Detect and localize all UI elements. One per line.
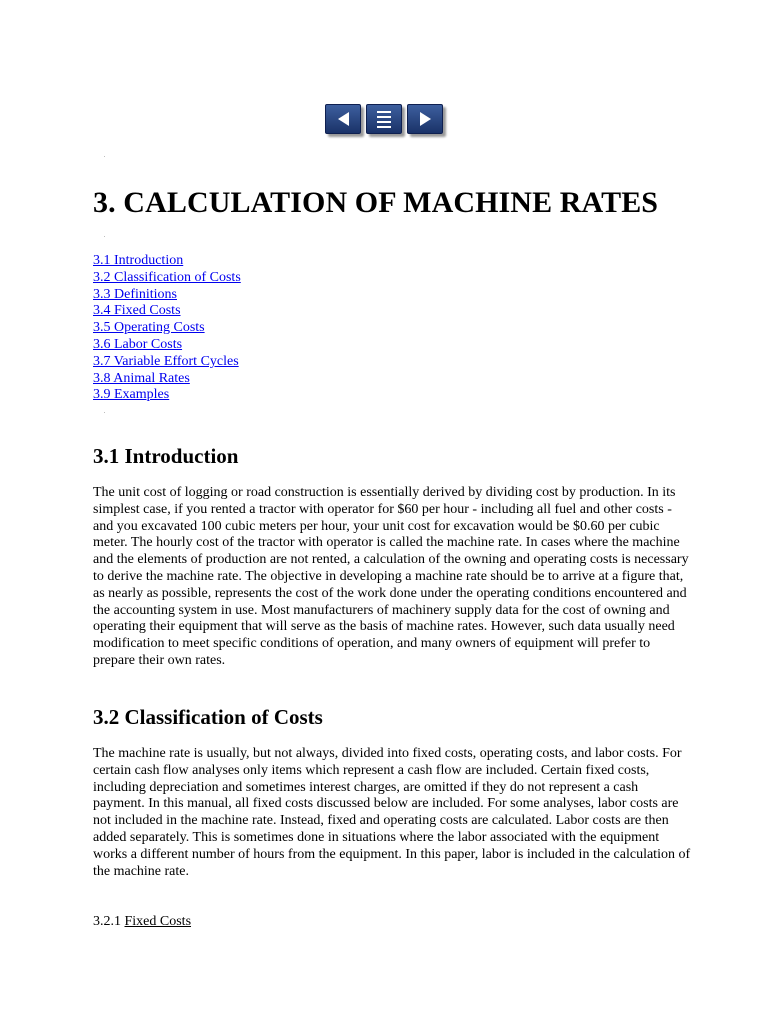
toc-link-examples[interactable]: 3.9 Examples bbox=[93, 387, 170, 403]
list-item bbox=[93, 387, 241, 404]
section-heading-classification: 3.2 Classification of Costs bbox=[93, 705, 323, 729]
section-heading-introduction: 3.1 Introduction bbox=[93, 444, 239, 468]
list-item bbox=[93, 253, 241, 270]
classification-paragraph: The machine rate is usually, but not always, divided into fixed costs, operating costs, and labor costs. For certain cash flow analyses only items which represent a cash flow are included. Certain fixed costs, including depreciation and sometimes interest charges, are omitted if they do not represent a cash payment. In this manual, all fixed costs discussed below are included. For some analyses, labor costs are not included in the machine rate. Instead, fixed and operating costs are calculated. Labor costs are then added separately. This is sometimes done in situations where the labor associated with the equipment works a different number of hours from the equipment. In this paper, labor is included in the calculation of the machine rate. bbox=[93, 746, 691, 879]
toc-link-operating-costs[interactable]: 3.5 Operating Costs bbox=[93, 320, 205, 336]
toc-link-labor-costs[interactable]: 3.6 Labor Costs bbox=[93, 336, 183, 352]
subsection-number: 3.2.1 bbox=[93, 914, 121, 929]
list-item bbox=[93, 320, 241, 337]
introduction-paragraph: The unit cost of logging or road construction is essentially derived by dividing cost by production. In its simplest case, if you rented a tractor with operator for $60 per hour - including all fuel and other costs - and you excavated 100 cubic meters per hour, your unit cost for excavation would be $0.60 per cubic meter. The hourly cost of the tractor with operator is called the machine rate. In cases where the machine and the elements of production are not rented, a calculation of the owning and operating costs is necessary to derive the machine rate. The objective in developing a machine rate should be to arrive at a figure that, as nearly as possible, represents the cost of the work done under the operating conditions encountered and the accounting system in use. Most manufacturers of machinery supply data for the cost of owning and operating their equipment that will serve as the basis of machine rates. However, such data usually need modification to meet specific conditions of operation, and many owners of equipment will prefer to prepare their own rates. bbox=[93, 485, 689, 668]
list-item bbox=[93, 303, 241, 320]
toc-link-animal-rates[interactable]: 3.8 Animal Rates bbox=[93, 370, 190, 386]
spacer-dot bbox=[104, 236, 105, 237]
toc-link-classification-of-costs[interactable]: 3.2 Classification of Costs bbox=[93, 269, 241, 285]
table-of-contents-button[interactable] bbox=[366, 104, 402, 134]
list-item bbox=[93, 371, 241, 388]
toc-link-fixed-costs[interactable]: 3.4 Fixed Costs bbox=[93, 303, 181, 319]
next-page-button[interactable] bbox=[407, 104, 443, 134]
previous-page-button[interactable] bbox=[325, 104, 361, 134]
list-item bbox=[93, 270, 241, 287]
toc-link-introduction[interactable]: 3.1 Introduction bbox=[93, 253, 184, 268]
menu-lines-icon bbox=[377, 111, 391, 128]
spacer-dot bbox=[104, 412, 105, 413]
list-item bbox=[93, 337, 241, 354]
toc-link-definitions[interactable]: 3.3 Definitions bbox=[93, 286, 177, 302]
arrow-right-icon bbox=[420, 112, 431, 126]
list-item bbox=[93, 287, 241, 304]
navigation-bar bbox=[0, 104, 768, 138]
chapter-contents-list bbox=[93, 253, 241, 404]
chapter-title: 3. CALCULATION OF MACHINE RATES bbox=[93, 186, 659, 219]
subsection-fixed-costs bbox=[93, 914, 191, 931]
toc-link-variable-effort-cycles[interactable]: 3.7 Variable Effort Cycles bbox=[93, 353, 239, 369]
arrow-left-icon bbox=[338, 112, 349, 126]
fixed-costs-link[interactable]: Fixed Costs bbox=[124, 914, 192, 929]
list-item bbox=[93, 354, 241, 371]
spacer-dot bbox=[104, 156, 105, 157]
